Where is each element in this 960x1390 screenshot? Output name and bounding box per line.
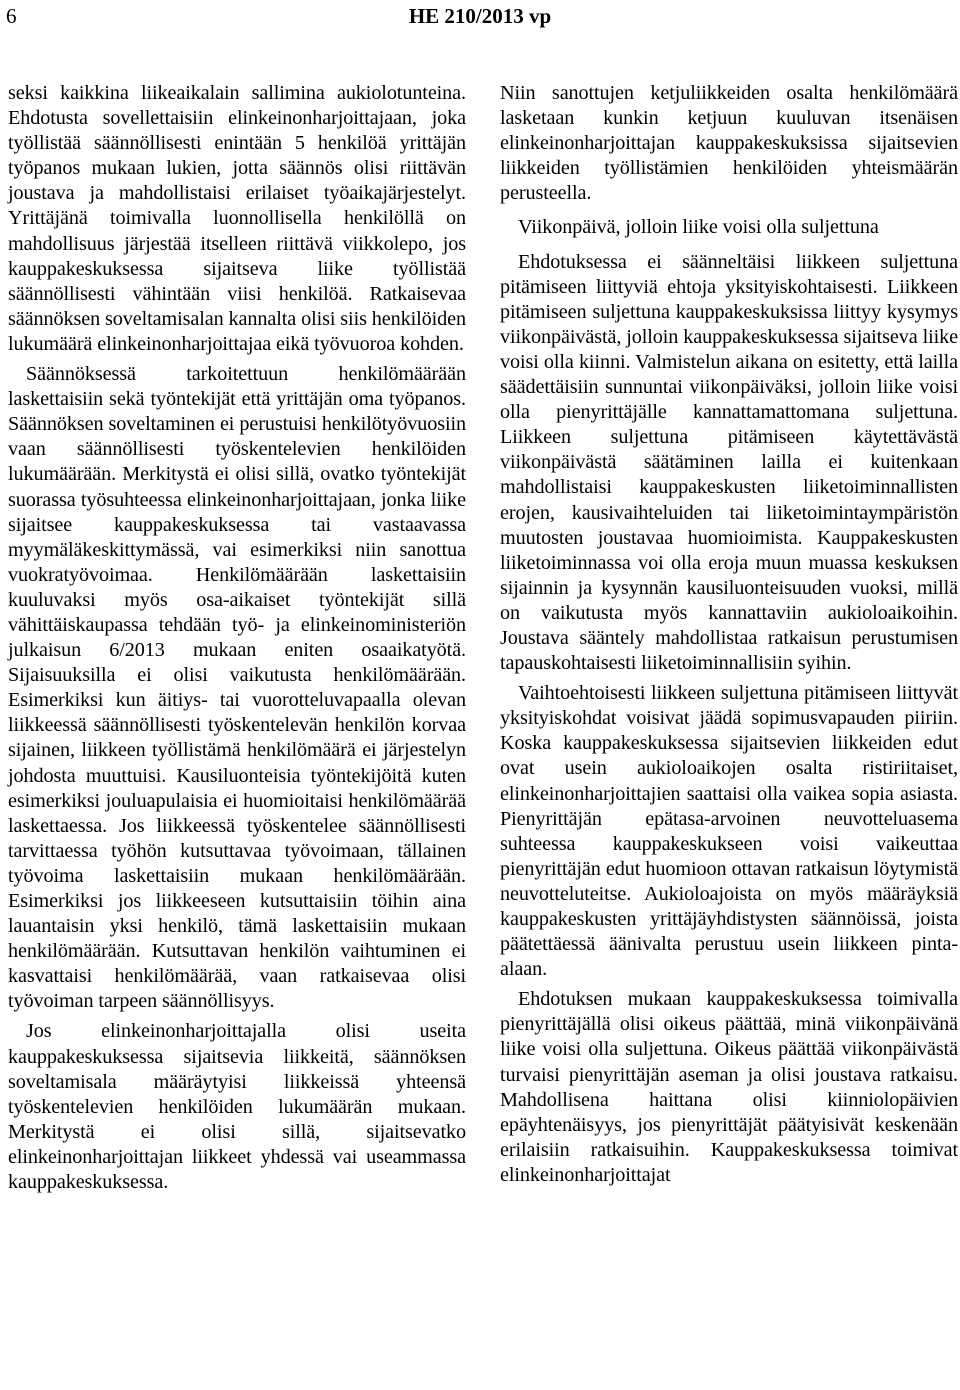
paragraph: Ehdotuksessa ei säänneltäisi liikkeen suljettuna pitämiseen liittyviä ehtoja yksityiskohtaisesti. Liikkeen pitämiseen suljettuna kauppakeskuksissa liittyy kysymys viikonpäivästä, jolloin kauppakeskuksessa sijaitseva liike voisi olla kiinni. Valmistelun aikana on esitetty, että lailla säädettäisiin sunnuntai viikonpäiväksi, jolloin liike voisi olla pienyrittäjälle kannattamattomana suljettuna. Liikkeen suljettuna pitämiseen käytettävästä viikonpäivästä säätäminen lailla ei kuitenkaan mahdollistaisi kauppakeskusten liiketoiminnallisten erojen, kausivaihteluiden tai liiketoimintaympäristön muutosten joustavaa huomioimista. Kauppakeskusten liiketoiminnassa voi olla eroja muun muassa keskuksen sijainnin ja kysynnän kausiluonteisuuden vuoksi, millä on vaikutusta myös kannattaviin aukioloaikoihin. Joustava sääntely mahdollistaa ratkaisun perustumisen tapauskohtaisesti liiketoiminnallisiin syihin. xyxy=(500,250,958,675)
paragraph: seksi kaikkina liikeaikalain sallimina aukiolotunteina. Ehdotusta sovellettaisiin elinkeinonharjoittajaan, joka työllistää säännöllisesti enintään 5 henkilöä yrittäjän työpanos mukaan lukien, jotta säännös olisi riittävän joustava ja mahdollistaisi erilaiset työaikajärjestelyt. Yrittäjänä toimivalla luonnollisella henkilöllä on mahdollisuus järjestää itselleen riittävä viikkolepo, jos kauppakeskuksessa sijaitseva liike työllistää säännöllisesti vähintään viisi henkilöä. Ratkaisevaa säännöksen soveltamisalan kannalta olisi siis henkilöiden lukumäärä elinkeinonharjoittajaa eikä työvuoroa kohden. xyxy=(8,82,466,355)
left-column xyxy=(8,81,466,1195)
paragraph: Niin sanottujen ketjuliikkeiden osalta henkilömäärä lasketaan kunkin ketjuun kuuluvan itsenäisen elinkeinonharjoittajan kauppakeskuksissa sijaitsevien liikkeiden työllistämien henkilöiden yhteismäärän perusteella. xyxy=(500,82,958,205)
paragraph: Ehdotuksen mukaan kauppakeskuksessa toimivalla pienyrittäjällä olisi oikeus päättää, minä viikonpäivänä liike voisi olla suljettuna. Oikeus päättää viikonpäivästä turvaisi pienyrittäjän aseman ja olisi joustava ratkaisu. Mahdollisena haittana olisi kiinniolopäivien epäyhtenäisyys, jos pienyrittäjät päätyisivät keskenään erilaisiin ratkaisuihin. Kauppakeskuksessa toimivat elinkeinonharjoittajat xyxy=(500,988,958,1186)
paragraph: Vaihtoehtoisesti liikkeen suljettuna pitämiseen liittyvät yksityiskohdat voisivat jäädä sopimusvapauden piiriin. Koska kauppakeskuksessa sijaitsevien liikkeiden edut ovat usein aukioloaikojen osalta ristiriitaiset, elinkeinonharjoittajien saattaisi olla vaikea sopia asiasta. Pienyrittäjän epätasa-arvoinen neuvotteluasema suhteessa kauppakeskukseen voisi vaikeuttaa pienyrittäjän edut huomioon ottavan ratkaisun löytymistä neuvotteluteitse. Aukioloajoista on myös määräyksiä kauppakeskusten yrittäjäyhdistysten säännöissä, joista päätettäessä äänivalta perustuu usein liikkeen pinta-alaan. xyxy=(500,682,958,981)
paragraph: Säännöksessä tarkoitettuun henkilömäärään laskettaisiin sekä työntekijät että yrittäjän oma työpanos. Säännöksen soveltaminen ei perustuisi henkilötyövuosiin vaan säännöllisesti työskentelevien henkilöiden lukumäärään. Merkitystä ei olisi sillä, ovatko työntekijät suorassa työsuhteessa elinkeinonharjoittajaan, jonka liike sijaitsee kauppakeskuksessa tai vastaavassa myymäläkeskittymässä, vai esimerkiksi niin sanottua vuokratyövoimaa. Henkilömäärään laskettaisiin kuuluvaksi myös osa-aikaiset työntekijät sillä vähittäiskaupassa tehdään työ- ja elinkeinoministeriön julkaisun 6/2013 mukaan eniten osaaikatyötä. Sijaisuuksilla ei olisi vaikutusta henkilömäärään. Esimerkiksi kun äitiys- tai vuorotteluvapaalla olevan liikkeessä säännöllisesti työskentelevän henkilön korvaa sijainen, liikkeen työllistämä henkilömäärä ei järjestelyn johdosta muuttuisi. Kausiluonteisia työntekijöitä kuten esimerkiksi jouluapulaisia ei huomioitaisi henkilömäärää laskettaessa. Jos liikkeessä työskentelee säännöllisesti tarvittaessa työhön kutsuttavaa työvoimaan, tällainen työvoima laskettaisiin mukaan henkilömäärään. Esimerkiksi jos liikkeeseen kutsuttaisiin töihin aina lauantaisin yksi henkilö, tämä laskettaisiin mukaan henkilömäärään. Kutsuttavan henkilön vaihtuminen ei kasvattaisi henkilömäärää, vaan ratkaisevaa olisi työvoiman tarpeen säännöllisyys. xyxy=(8,363,466,1013)
page-number: 6 xyxy=(6,4,17,28)
right-column xyxy=(500,81,958,1188)
section-heading: Viikonpäivä, jolloin liike voisi olla suljettuna xyxy=(518,216,879,239)
document-id: HE 210/2013 vp xyxy=(408,4,552,28)
paragraph: Jos elinkeinonharjoittajalla olisi useita kauppakeskuksessa sijaitsevia liikkeitä, säännöksen soveltamisala määräytyisi liikkeissä yhteensä työskentelevien henkilöiden lukumäärän mukaan. Merkitystä ei olisi sillä, sijaitsevatko elinkeinonharjoittajan liikkeet yhdessä vai useammassa kauppakeskuksessa. xyxy=(8,1020,466,1194)
page-header xyxy=(0,4,960,34)
